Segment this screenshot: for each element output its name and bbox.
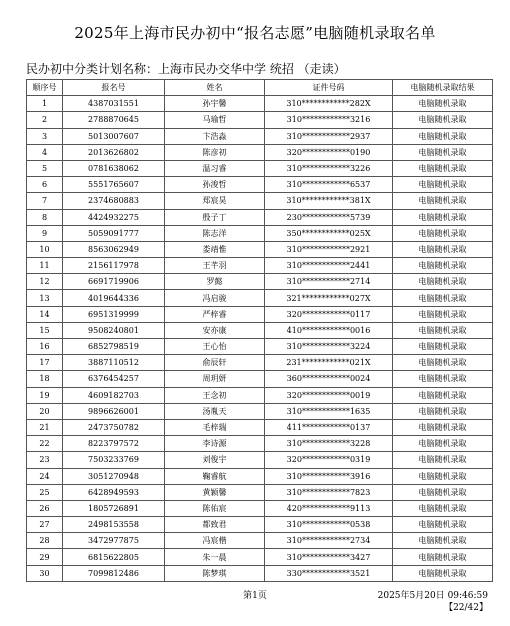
table-row [27, 436, 493, 452]
cell-name: 毛梓瑞 [165, 419, 265, 435]
cell-result: 电脑随机录取 [393, 112, 493, 128]
cell-name: 汤胤天 [165, 403, 265, 419]
cell-reg-no: 3051270948 [63, 468, 165, 484]
cell-reg-no: 2013626802 [63, 144, 165, 160]
cell-result: 电脑随机录取 [393, 355, 493, 371]
page-number: 第1页 [243, 591, 267, 601]
cell-reg-no: 7503233769 [63, 452, 165, 468]
cell-name: 冯宸楷 [165, 533, 265, 549]
cell-name: 罗懿 [165, 274, 265, 290]
document-title: 2025年上海市民办初中“报名志愿”电脑随机录取名单 [74, 24, 436, 42]
cell-seq: 30 [27, 565, 63, 581]
cell-id-no: 420************9113 [265, 500, 393, 516]
cell-id-no: 411************0137 [265, 419, 393, 435]
cell-reg-no: 6376454257 [63, 371, 165, 387]
cell-seq: 2 [27, 112, 63, 128]
cell-reg-no: 0781638062 [63, 160, 165, 176]
cell-seq: 28 [27, 533, 63, 549]
cell-result: 电脑随机录取 [393, 274, 493, 290]
admission-table [26, 79, 493, 582]
cell-seq: 11 [27, 258, 63, 274]
cell-name: 孙浚哲 [165, 177, 265, 193]
cell-seq: 5 [27, 160, 63, 176]
table-row [27, 565, 493, 581]
table-row [27, 274, 493, 290]
plan-name: 民办初中分类计划名称：上海市民办交华中学 统招 （走读） [26, 62, 346, 76]
cell-result: 电脑随机录取 [393, 209, 493, 225]
table-body [27, 96, 493, 582]
cell-id-no: 310************3916 [265, 468, 393, 484]
table-row [27, 144, 493, 160]
table-row [27, 96, 493, 112]
cell-result: 电脑随机录取 [393, 452, 493, 468]
table-row [27, 241, 493, 257]
cell-id-no: 310************7823 [265, 484, 393, 500]
cell-seq: 6 [27, 177, 63, 193]
cell-id-no: 321************027X [265, 290, 393, 306]
cell-result: 电脑随机录取 [393, 258, 493, 274]
cell-result: 电脑随机录取 [393, 484, 493, 500]
cell-name: 鞠睿航 [165, 468, 265, 484]
cell-id-no: 310************2441 [265, 258, 393, 274]
table-row [27, 112, 493, 128]
cell-result: 电脑随机录取 [393, 403, 493, 419]
table-row [27, 209, 493, 225]
cell-reg-no: 2498153558 [63, 517, 165, 533]
cell-name: 刘俊宇 [165, 452, 265, 468]
cell-seq: 24 [27, 468, 63, 484]
cell-seq: 21 [27, 419, 63, 435]
cell-reg-no: 8223797572 [63, 436, 165, 452]
cell-reg-no: 3472977875 [63, 533, 165, 549]
table-row [27, 258, 493, 274]
cell-seq: 16 [27, 339, 63, 355]
cell-reg-no: 4424932275 [63, 209, 165, 225]
cell-name: 严梓睿 [165, 306, 265, 322]
cell-result: 电脑随机录取 [393, 306, 493, 322]
table-row [27, 371, 493, 387]
cell-id-no: 310************3226 [265, 160, 393, 176]
cell-id-no: 310************282X [265, 96, 393, 112]
cell-name: 陈彦初 [165, 144, 265, 160]
cell-reg-no: 5551765607 [63, 177, 165, 193]
table-row [27, 160, 493, 176]
cell-name: 孙宇馨 [165, 96, 265, 112]
cell-result: 电脑随机录取 [393, 193, 493, 209]
header-name: 姓名 [165, 80, 265, 96]
table-row [27, 339, 493, 355]
cell-result: 电脑随机录取 [393, 500, 493, 516]
table-row [27, 500, 493, 516]
cell-id-no: 310************381X [265, 193, 393, 209]
cell-result: 电脑随机录取 [393, 468, 493, 484]
table-row [27, 517, 493, 533]
cell-seq: 1 [27, 96, 63, 112]
cell-name: 朱一晨 [165, 549, 265, 565]
cell-seq: 7 [27, 193, 63, 209]
cell-seq: 26 [27, 500, 63, 516]
header-seq: 顺序号 [27, 80, 63, 96]
cell-reg-no: 2788870645 [63, 112, 165, 128]
cell-result: 电脑随机录取 [393, 177, 493, 193]
cell-seq: 23 [27, 452, 63, 468]
print-timestamp: 2025年5月20日 09:46:59 [377, 591, 488, 601]
cell-seq: 14 [27, 306, 63, 322]
cell-reg-no: 6951319999 [63, 306, 165, 322]
table-row [27, 177, 493, 193]
cell-result: 电脑随机录取 [393, 419, 493, 435]
cell-result: 电脑随机录取 [393, 96, 493, 112]
cell-reg-no: 2156117978 [63, 258, 165, 274]
table-row [27, 306, 493, 322]
cell-name: 李诗源 [165, 436, 265, 452]
cell-seq: 10 [27, 241, 63, 257]
cell-result: 电脑随机录取 [393, 565, 493, 581]
cell-result: 电脑随机录取 [393, 144, 493, 160]
cell-id-no: 410************0016 [265, 322, 393, 338]
cell-name: 王心怡 [165, 339, 265, 355]
cell-result: 电脑随机录取 [393, 371, 493, 387]
cell-reg-no: 3887110512 [63, 355, 165, 371]
cell-seq: 22 [27, 436, 63, 452]
cell-id-no: 230************5739 [265, 209, 393, 225]
cell-name: 王芊羽 [165, 258, 265, 274]
cell-id-no: 310************3228 [265, 436, 393, 452]
cell-result: 电脑随机录取 [393, 128, 493, 144]
cell-seq: 4 [27, 144, 63, 160]
cell-seq: 19 [27, 387, 63, 403]
cell-result: 电脑随机录取 [393, 387, 493, 403]
table-row [27, 322, 493, 338]
cell-result: 电脑随机录取 [393, 549, 493, 565]
cell-id-no: 310************2921 [265, 241, 393, 257]
cell-reg-no: 2374680883 [63, 193, 165, 209]
cell-id-no: 310************6537 [265, 177, 393, 193]
cell-reg-no: 9896626001 [63, 403, 165, 419]
cell-reg-no: 1805726891 [63, 500, 165, 516]
cell-id-no: 310************2734 [265, 533, 393, 549]
cell-result: 电脑随机录取 [393, 225, 493, 241]
table-row [27, 533, 493, 549]
cell-id-no: 310************1635 [265, 403, 393, 419]
cell-seq: 29 [27, 549, 63, 565]
header-id-no: 证件号码 [265, 80, 393, 96]
table-row [27, 549, 493, 565]
cell-result: 电脑随机录取 [393, 160, 493, 176]
cell-reg-no: 6428949593 [63, 484, 165, 500]
table-header-row [27, 80, 493, 96]
cell-id-no: 310************3224 [265, 339, 393, 355]
header-result: 电脑随机录取结果 [393, 80, 493, 96]
header-reg-no: 报名号 [63, 80, 165, 96]
cell-result: 电脑随机录取 [393, 290, 493, 306]
cell-name: 黄颖馨 [165, 484, 265, 500]
cell-id-no: 350************025X [265, 225, 393, 241]
cell-name: 殷子丁 [165, 209, 265, 225]
cell-id-no: 320************0019 [265, 387, 393, 403]
cell-id-no: 310************2937 [265, 128, 393, 144]
cell-id-no: 320************0190 [265, 144, 393, 160]
table-row [27, 290, 493, 306]
cell-reg-no: 6852798519 [63, 339, 165, 355]
cell-id-no: 320************0117 [265, 306, 393, 322]
cell-result: 电脑随机录取 [393, 436, 493, 452]
table-row [27, 193, 493, 209]
cell-seq: 17 [27, 355, 63, 371]
cell-result: 电脑随机录取 [393, 339, 493, 355]
table-row [27, 128, 493, 144]
cell-id-no: 310************2714 [265, 274, 393, 290]
cell-id-no: 330************3521 [265, 565, 393, 581]
page-count: 【22/42】 [444, 603, 488, 613]
cell-name: 陈梦琪 [165, 565, 265, 581]
table-row [27, 355, 493, 371]
cell-reg-no: 2473750782 [63, 419, 165, 435]
cell-id-no: 231************021X [265, 355, 393, 371]
cell-id-no: 360************0024 [265, 371, 393, 387]
table-row [27, 387, 493, 403]
cell-name: 娄靖惟 [165, 241, 265, 257]
cell-reg-no: 4019644336 [63, 290, 165, 306]
cell-reg-no: 6691719906 [63, 274, 165, 290]
cell-name: 温习睿 [165, 160, 265, 176]
cell-seq: 15 [27, 322, 63, 338]
cell-reg-no: 8563062949 [63, 241, 165, 257]
cell-name: 陈佑宸 [165, 500, 265, 516]
cell-seq: 13 [27, 290, 63, 306]
cell-result: 电脑随机录取 [393, 517, 493, 533]
cell-id-no: 310************0538 [265, 517, 393, 533]
cell-result: 电脑随机录取 [393, 533, 493, 549]
cell-id-no: 310************3216 [265, 112, 393, 128]
cell-name: 都致君 [165, 517, 265, 533]
table-row [27, 484, 493, 500]
cell-name: 卞浩淼 [165, 128, 265, 144]
cell-name: 俞辰轩 [165, 355, 265, 371]
cell-id-no: 310************3427 [265, 549, 393, 565]
cell-name: 陈志洋 [165, 225, 265, 241]
cell-reg-no: 4387031551 [63, 96, 165, 112]
cell-reg-no: 5013007607 [63, 128, 165, 144]
cell-seq: 12 [27, 274, 63, 290]
cell-name: 王念初 [165, 387, 265, 403]
cell-id-no: 320************0319 [265, 452, 393, 468]
cell-reg-no: 9508240801 [63, 322, 165, 338]
cell-reg-no: 4609182703 [63, 387, 165, 403]
cell-seq: 27 [27, 517, 63, 533]
table-row [27, 419, 493, 435]
cell-name: 安亦康 [165, 322, 265, 338]
cell-result: 电脑随机录取 [393, 322, 493, 338]
cell-name: 郑宸昊 [165, 193, 265, 209]
cell-seq: 25 [27, 484, 63, 500]
cell-name: 马瑜哲 [165, 112, 265, 128]
cell-reg-no: 6815622805 [63, 549, 165, 565]
cell-name: 周玥妍 [165, 371, 265, 387]
table-row [27, 403, 493, 419]
cell-name: 冯启骏 [165, 290, 265, 306]
cell-result: 电脑随机录取 [393, 241, 493, 257]
table-row [27, 225, 493, 241]
cell-seq: 20 [27, 403, 63, 419]
cell-reg-no: 5059091777 [63, 225, 165, 241]
table-row [27, 468, 493, 484]
table-row [27, 452, 493, 468]
cell-seq: 9 [27, 225, 63, 241]
cell-seq: 8 [27, 209, 63, 225]
cell-seq: 3 [27, 128, 63, 144]
cell-seq: 18 [27, 371, 63, 387]
cell-reg-no: 7099812486 [63, 565, 165, 581]
